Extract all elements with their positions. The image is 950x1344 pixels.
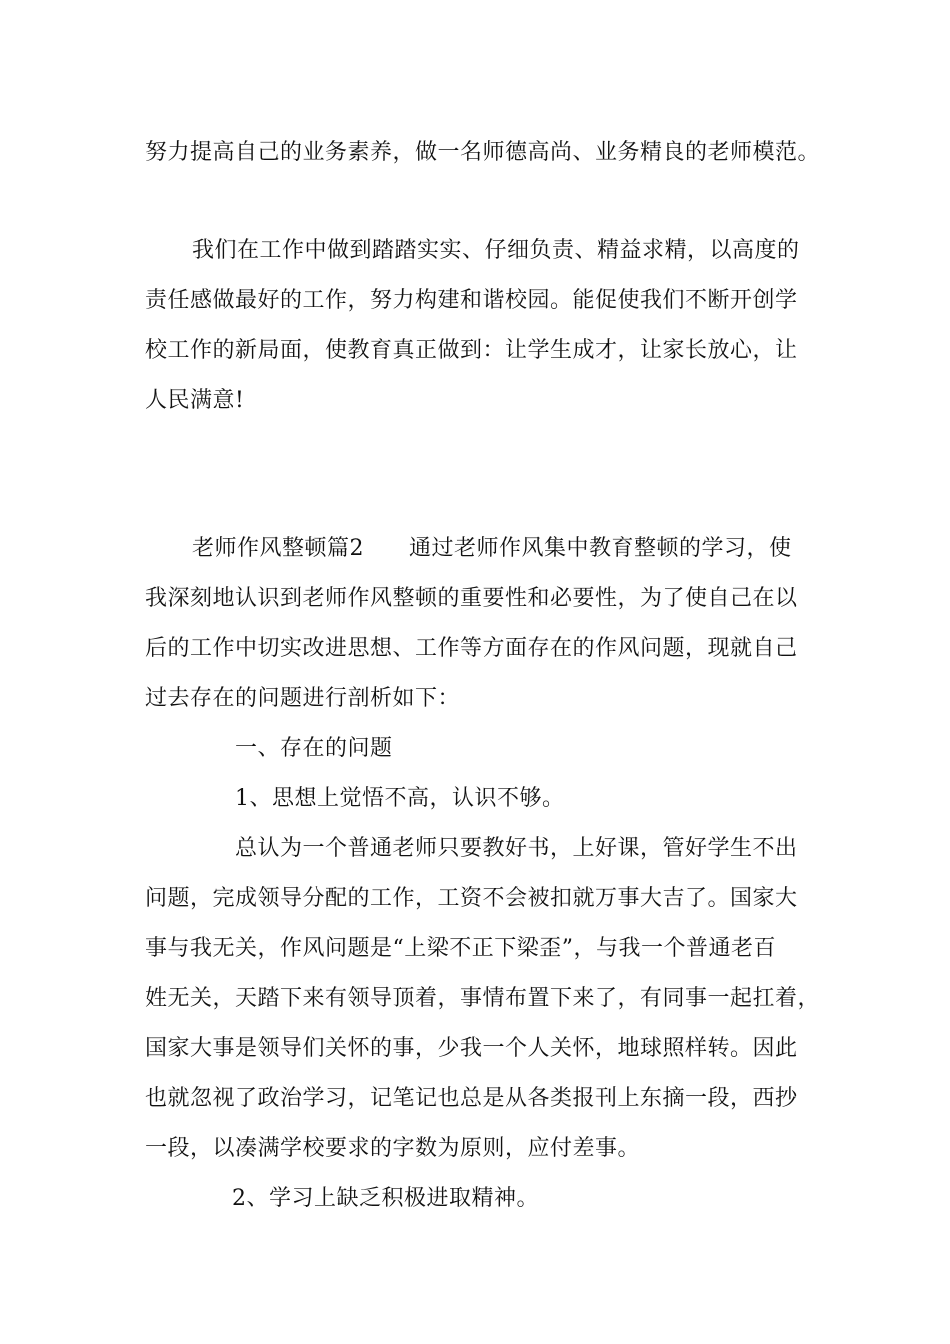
- text-line: 问题，完成领导分配的工作，工资不会被扣就万事大吉了。国家大: [145, 886, 798, 911]
- text-line: 校工作的新局面，使教育真正做到：让学生成才，让家长放心，让: [145, 338, 798, 363]
- text-line: 也就忽视了政治学习，记笔记也总是从各类报刊上东摘一段，西抄: [145, 1086, 798, 1111]
- text-line: 过去存在的问题进行剖析如下：: [145, 686, 461, 711]
- paragraph-first-line: 我们在工作中做到踏踏实实、仔细负责、精益求精，以高度的: [192, 238, 800, 263]
- section-heading-line: 老师作风整顿篇2 通过老师作风集中教育整顿的学习，使: [192, 536, 792, 561]
- text-line: 责任感做最好的工作，努力构建和谐校园。能促使我们不断开创学: [145, 288, 798, 313]
- text-line: 努力提高自己的业务素养，做一名师德高尚、业务精良的老师模范。: [145, 140, 821, 165]
- paragraph-first-line: 总认为一个普通老师只要教好书，上好课，管好学生不出: [235, 836, 798, 861]
- text-line: 事与我无关，作风问题是“上梁不正下梁歪”，与我一个普通老百: [145, 936, 776, 961]
- subheading-line: 2、学习上缺乏积极进取精神。: [232, 1186, 539, 1211]
- text-line: 我深刻地认识到老师作风整顿的重要性和必要性，为了使自己在以: [145, 586, 798, 611]
- text-line: 后的工作中切实改进思想、工作等方面存在的作风问题，现就自己: [145, 636, 798, 661]
- text-line: 人民满意!: [145, 388, 245, 413]
- text-line: 一段，以凑满学校要求的字数为原则，应付差事。: [145, 1136, 641, 1161]
- subheading-line: 一、存在的问题: [235, 736, 393, 761]
- text-line: 姓无关，天踏下来有领导顶着，事情布置下来了，有同事一起扛着，: [145, 986, 821, 1011]
- text-line: 国家大事是领导们关怀的事，少我一个人关怀，地球照样转。因此: [145, 1036, 798, 1061]
- subheading-line: 1、思想上觉悟不高，认识不够。: [235, 786, 565, 811]
